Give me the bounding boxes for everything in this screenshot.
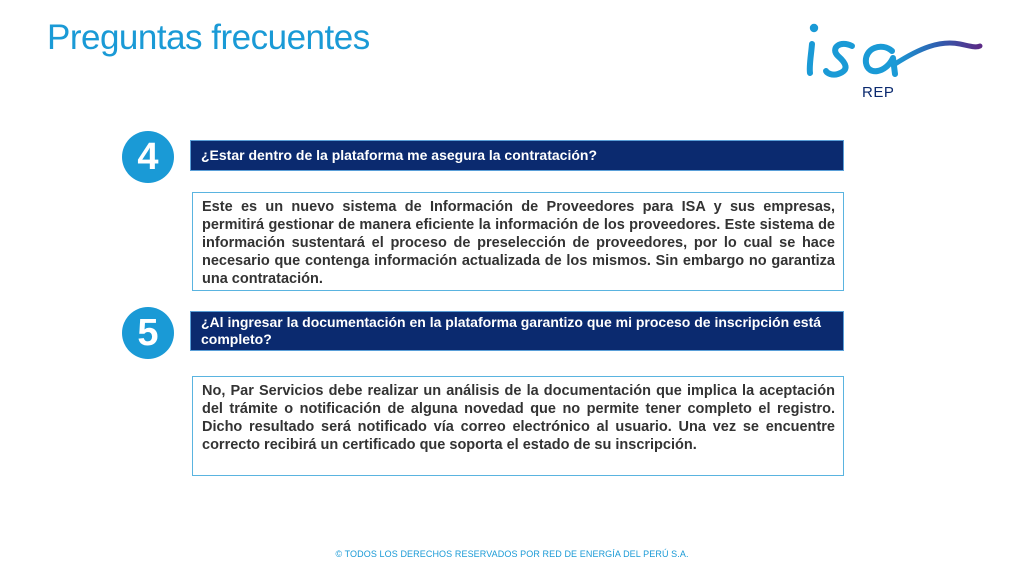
faq-number-badge: 4: [122, 131, 174, 183]
page-title: Preguntas frecuentes: [47, 18, 370, 57]
faq-answer: Este es un nuevo sistema de Información de Proveedores para ISA y sus empresas, permitirá gestionar de manera eficiente la información de los proveedores. Este sistema de información sustentará el proceso de preselección de proveedores, por lo cual se hace necesario que contenga información actualizada de los mismos. Sin embargo no garantiza una contratación.: [192, 192, 844, 291]
faq-question: [190, 311, 844, 351]
logo-subtitle: REP: [862, 84, 895, 101]
faq-question-text: ¿Estar dentro de la plataforma me asegura la contratación?: [201, 147, 597, 163]
faq-answer: No, Par Servicios debe realizar un análisis de la documentación que implica la aceptación del trámite o notificación de alguna novedad que no permite tener completo el registro. Dicho resultado será notificado vía correo electrónico al usuario. Una vez se encuentre correcto recibirá un certificado que soporta el estado de su inscripción.: [192, 376, 844, 476]
footer-copyright: © TODOS LOS DERECHOS RESERVADOS POR RED DE ENERGÍA DEL PERÚ S.A.: [335, 549, 689, 559]
faq-number-badge: 5: [122, 307, 174, 359]
faq-question: [190, 140, 844, 171]
faq-question-text: ¿Al ingresar la documentación en la plataforma garantizo que mi proceso de inscripción está completo?: [201, 314, 822, 347]
